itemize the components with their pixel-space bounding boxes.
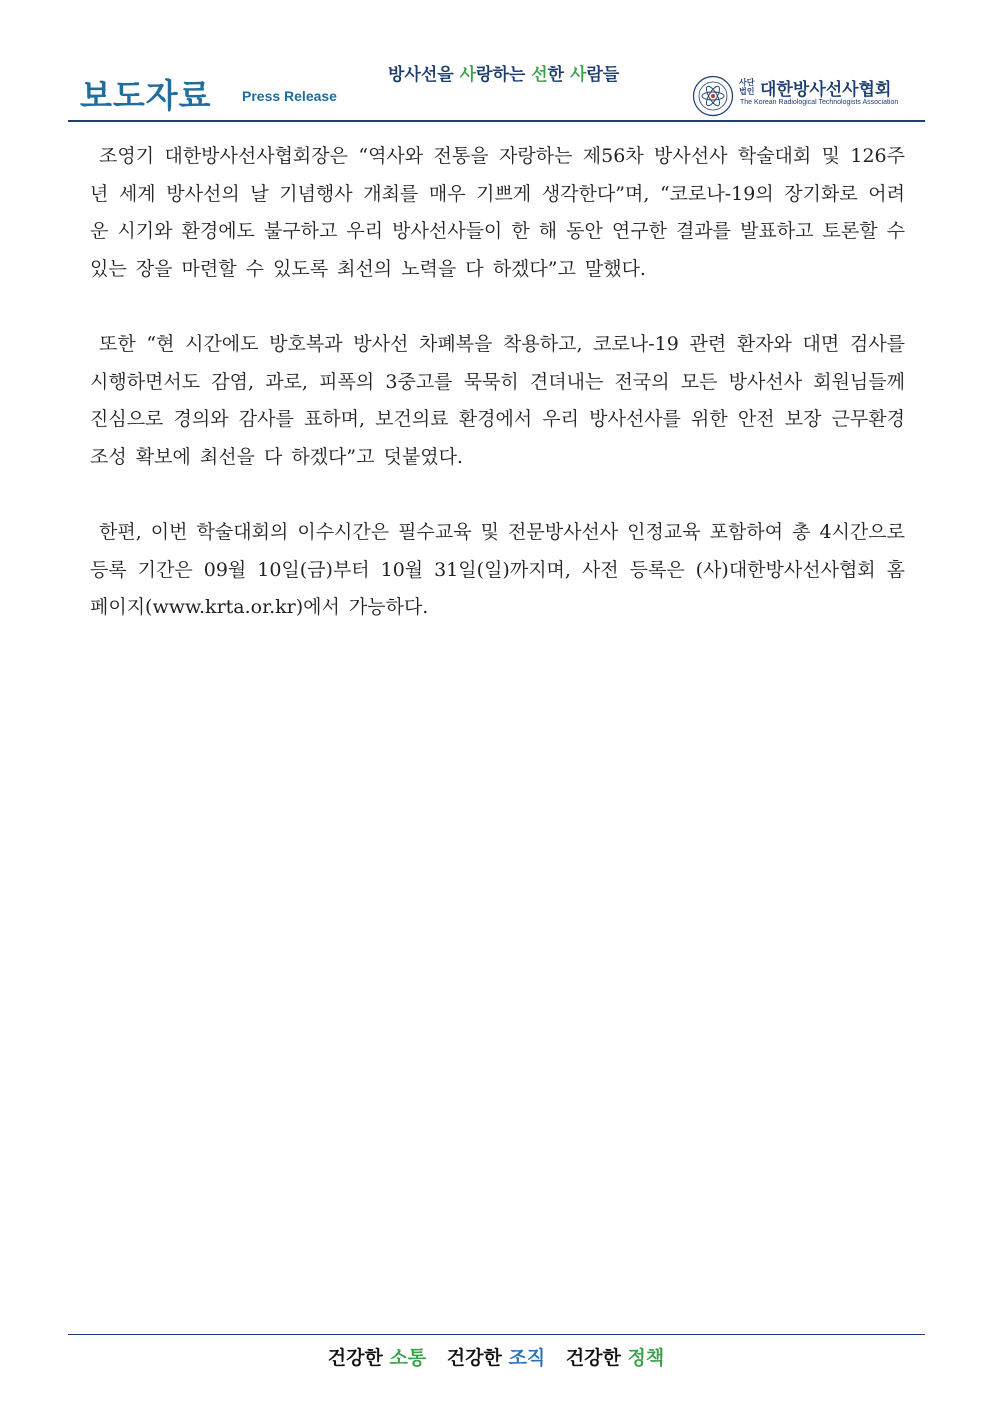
document-type-title: 보도자료 — [80, 76, 212, 115]
paragraph: 또한 “현 시간에도 방호복과 방사선 차폐복을 착용하고, 코로나-19 관련 환자와 대면 검사를 시행하면서도 감염, 과로, 피폭의 3중고를 묵묵히 견뎌내는 전국의 모든 방사선사 회원님들께 진심으로 경의와 감사를 표하며, 보건의료 환경에서 우리 방사선사를 위한 안전 보장 근무환경 조성 확보에 최선을 다 하겠다”고 덧붙였다. — [90, 333, 905, 468]
org-name: 대한방사선사협회 — [760, 80, 892, 100]
page-header — [68, 40, 925, 120]
footer-slogan — [0, 1343, 992, 1370]
association-emblem-icon — [692, 75, 734, 117]
organization-logo — [692, 75, 925, 119]
footer-divider — [68, 1334, 925, 1335]
paragraph: 한편, 이번 학술대회의 이수시간은 필수교육 및 전문방사선사 인정교육 포함하여 총 4시간으로 등록 기간은 09월 10일(금)부터 10월 31일(일)까지며, 사전 등록은 (사)대한방사선사협회 홈페이지(www.krta.or.kr)에서 가능하다. — [90, 521, 905, 618]
paragraph: 조영기 대한방사선사협회장은 “역사와 전통을 자랑하는 제56차 방사선사 학술대회 및 126주년 세계 방사선의 날 기념행사 개최를 매우 기쁘게 생각한다”며, “코로나-19의 장기화로 어려운 시기와 환경에도 불구하고 우리 방사선사들이 한 해 동안 연구한 결과를 발표하고 토론할 수 있는 장을 마련할 수 있도록 최선의 노력을 다 하겠다”고 말했다. — [90, 145, 905, 280]
footer-item: 건강한 조직 — [446, 1347, 546, 1369]
footer-item: 건강한 정책 — [565, 1347, 665, 1369]
org-prefix: 사단 법인 — [739, 78, 755, 96]
article-body — [90, 138, 905, 665]
footer-item: 건강한 소통 — [327, 1347, 427, 1369]
org-name-english: The Korean Radiological Technologists Association — [740, 99, 899, 106]
press-release-label: Press Release — [242, 88, 337, 104]
header-divider — [68, 120, 925, 122]
slogan: 방사선을 사랑하는 선한 사람들 — [388, 65, 620, 85]
